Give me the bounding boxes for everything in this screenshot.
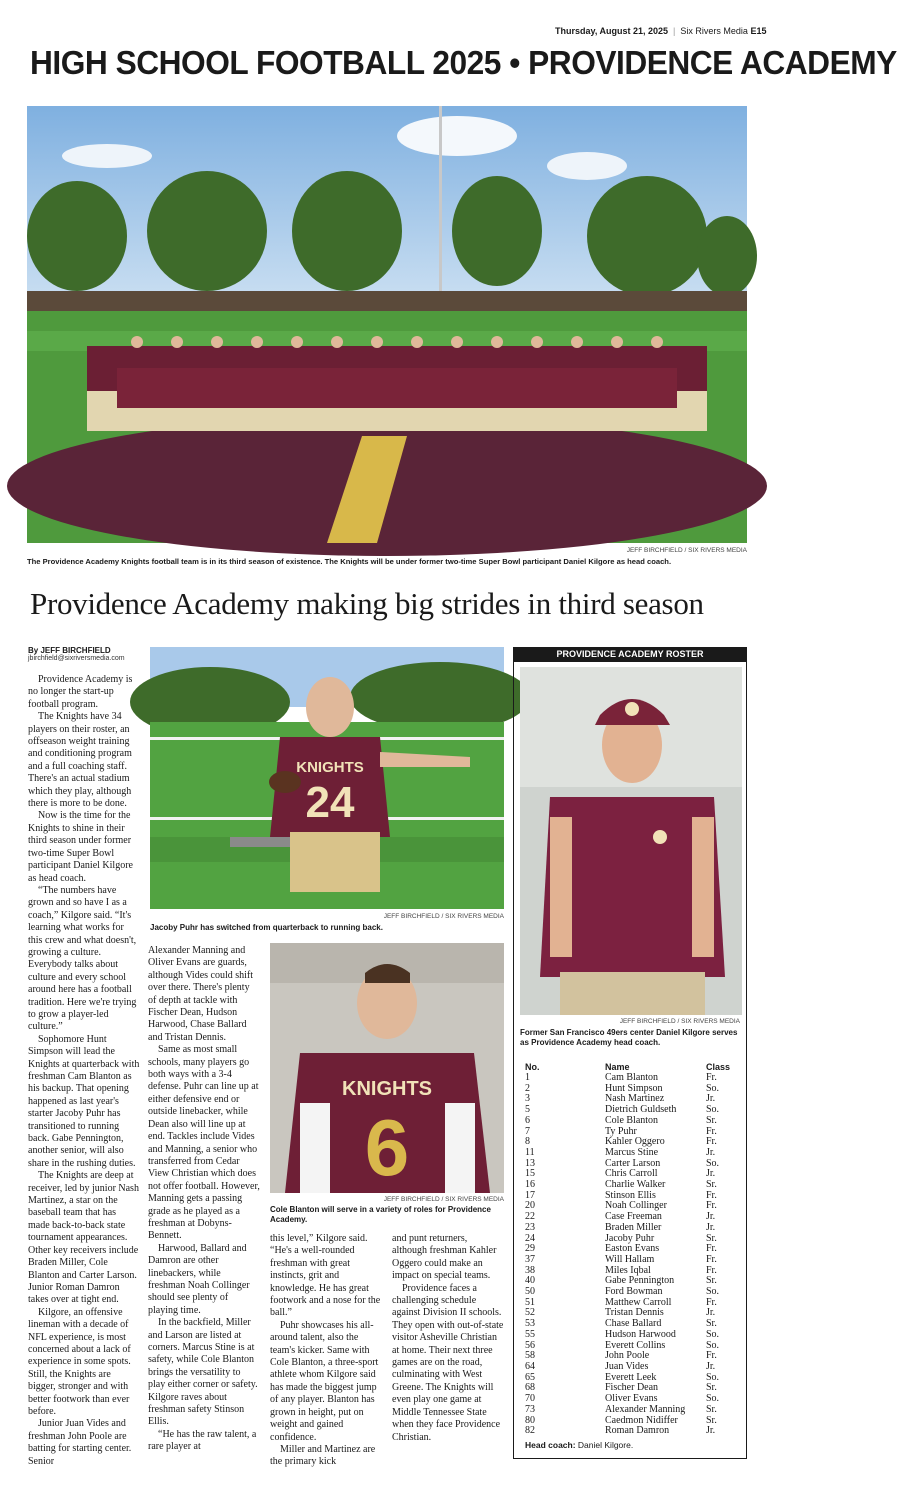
player-name: Cole Blanton bbox=[605, 1114, 659, 1126]
publication-name: Six Rivers Media bbox=[680, 26, 748, 36]
coach-photo bbox=[520, 667, 742, 1015]
player-name: Nash Martinez bbox=[605, 1093, 665, 1105]
team-photo bbox=[27, 106, 747, 543]
player-name: Case Freeman bbox=[605, 1211, 662, 1223]
player-number: 65 bbox=[525, 1371, 535, 1383]
player-class: So. bbox=[706, 1286, 720, 1298]
col-header-class: Class bbox=[706, 1061, 731, 1072]
roster-title: PROVIDENCE ACADEMY ROSTER bbox=[513, 647, 747, 662]
player-name: Dietrich Guldseth bbox=[605, 1104, 677, 1116]
player-class: So. bbox=[706, 1157, 720, 1169]
player-class: Jr. bbox=[706, 1307, 716, 1319]
section-banner: HIGH SCHOOL FOOTBALL 2025 • PROVIDENCE ACADEMY bbox=[30, 44, 897, 81]
col-header-number: No. bbox=[525, 1061, 540, 1072]
player-class: Fr. bbox=[706, 1243, 717, 1255]
player-class: Sr. bbox=[706, 1382, 717, 1394]
player-number: 24 bbox=[525, 1232, 535, 1244]
player-name: Easton Evans bbox=[605, 1243, 660, 1255]
player-class: So. bbox=[706, 1104, 720, 1116]
player-name: Stinson Ellis bbox=[605, 1189, 656, 1201]
player-name: Charlie Walker bbox=[605, 1179, 666, 1191]
player-name: Braden Miller bbox=[605, 1221, 662, 1233]
player-name: Tristan Dennis bbox=[605, 1307, 664, 1319]
player-name: Oliver Evans bbox=[605, 1393, 658, 1405]
paragraph: Junior Juan Vides and freshman John Poole are batting for starting center. Senior bbox=[28, 1418, 132, 1467]
cap-logo-icon bbox=[625, 702, 639, 716]
page-number: E15 bbox=[750, 26, 767, 36]
article-column-1 bbox=[28, 674, 140, 1468]
roster-table-wrap bbox=[525, 1061, 740, 1450]
player-name: Chris Carroll bbox=[605, 1168, 658, 1180]
paragraph: Providence Academy is no longer the start-up football program. bbox=[28, 674, 133, 710]
puhr-jersey-text: KNIGHTS bbox=[296, 759, 364, 776]
roster-row bbox=[525, 1405, 740, 1416]
blanton-photo bbox=[270, 943, 504, 1193]
blanton-jersey-text: KNIGHTS bbox=[342, 1078, 432, 1100]
player-number: 1 bbox=[525, 1072, 530, 1083]
player-class: Jr. bbox=[706, 1211, 716, 1223]
blanton-photo-credit: JEFF BIRCHFIELD / SIX RIVERS MEDIA bbox=[383, 1196, 504, 1203]
player-name: Ty Puhr bbox=[605, 1125, 637, 1137]
player-class: Fr. bbox=[706, 1072, 717, 1083]
player-class: Jr. bbox=[706, 1146, 716, 1158]
player-class: Fr. bbox=[706, 1350, 717, 1362]
player-number: 13 bbox=[525, 1157, 535, 1169]
paragraph: Puhr showcases his all-around talent, also the team's kicker. Same with Cole Blanton, a three-sport athlete whom Kilgore said has made the biggest jump of any player. Blanton has grown in height, put on weight and gained confidence. bbox=[270, 1319, 379, 1443]
player-number: 73 bbox=[525, 1403, 535, 1415]
player-class: Jr. bbox=[706, 1221, 716, 1233]
player-number: 29 bbox=[525, 1243, 535, 1255]
team-photo-credit: JEFF BIRCHFIELD / SIX RIVERS MEDIA bbox=[626, 547, 747, 554]
player-number: 17 bbox=[525, 1189, 535, 1201]
player-class: Fr. bbox=[706, 1253, 717, 1265]
player-class: So. bbox=[706, 1328, 720, 1340]
player-class: So. bbox=[706, 1082, 720, 1094]
player-name: Fischer Dean bbox=[605, 1382, 659, 1394]
team-photo-caption: The Providence Academy Knights football team is in its third season of existence. The Knights will be under former two-time Super Bowl participant Daniel Kilgore as head coach. bbox=[27, 557, 672, 566]
paragraph: Harwood, Ballard and Damron are other linebackers, while freshman Noah Collinger should see plenty of playing time. bbox=[148, 1242, 250, 1316]
player-number: 23 bbox=[525, 1221, 535, 1233]
roster-table bbox=[525, 1061, 740, 1437]
player-name: Juan Vides bbox=[605, 1360, 649, 1372]
player-number: 15 bbox=[525, 1168, 535, 1180]
player-name: Noah Collinger bbox=[605, 1200, 667, 1212]
player-name: Marcus Stine bbox=[605, 1146, 659, 1158]
player-class: Sr. bbox=[706, 1414, 717, 1426]
player-name: Roman Damron bbox=[605, 1425, 670, 1437]
player-class: Fr. bbox=[706, 1200, 717, 1212]
player-class: Sr. bbox=[706, 1318, 717, 1330]
article-column-2 bbox=[148, 945, 260, 1454]
player-number: 6 bbox=[525, 1114, 530, 1126]
paragraph: Alexander Manning and Oliver Evans are guards, although Vides could shift over there. There's plenty of depth at tackle with Fischer Dean, Hudson Harwood, Chase Ballard and Tristan Dennis. bbox=[148, 945, 254, 1043]
player-class: Sr. bbox=[706, 1114, 717, 1126]
article-column-3 bbox=[270, 1233, 382, 1469]
player-number: 8 bbox=[525, 1136, 530, 1148]
player-number: 68 bbox=[525, 1382, 535, 1394]
player-number: 22 bbox=[525, 1211, 535, 1223]
player-name: Kahler Oggero bbox=[605, 1136, 665, 1148]
paragraph: In the backfield, Miller and Larson are listed at corners. Marcus Stine is at safety, while Cole Blanton brings the versatility to play either corner or safety. Kilgore raves about freshman safety Stinson Ellis. bbox=[148, 1317, 258, 1428]
head-coach-label: Head coach: bbox=[525, 1439, 576, 1450]
player-class: Fr. bbox=[706, 1189, 717, 1201]
player-number: 82 bbox=[525, 1425, 535, 1437]
player-name: Will Hallam bbox=[605, 1253, 655, 1265]
player-number: 56 bbox=[525, 1339, 535, 1351]
roster-row bbox=[525, 1116, 740, 1127]
player-class: Sr. bbox=[706, 1179, 717, 1191]
player-name: Jacoby Puhr bbox=[605, 1232, 655, 1244]
player-class: Fr. bbox=[706, 1296, 717, 1308]
puhr-jersey-number: 24 bbox=[305, 778, 355, 827]
player-name: Miles Iqbal bbox=[605, 1264, 651, 1276]
player-name: Matthew Carroll bbox=[605, 1296, 672, 1308]
player-number: 70 bbox=[525, 1393, 535, 1405]
player-number: 37 bbox=[525, 1253, 535, 1265]
shirt-logo-icon bbox=[653, 830, 667, 844]
byline-author: By JEFF BIRCHFIELD bbox=[28, 646, 111, 655]
player-number: 80 bbox=[525, 1414, 535, 1426]
player-number: 52 bbox=[525, 1307, 535, 1319]
player-name: Caedmon Nidiffer bbox=[605, 1414, 678, 1426]
player-class: Sr. bbox=[706, 1232, 717, 1244]
player-number: 20 bbox=[525, 1200, 535, 1212]
player-name: Everett Collins bbox=[605, 1339, 666, 1351]
player-number: 64 bbox=[525, 1360, 535, 1372]
puhr-photo-image bbox=[150, 647, 504, 909]
blanton-jersey-number: 6 bbox=[364, 1103, 410, 1192]
player-name: Hudson Harwood bbox=[605, 1328, 676, 1340]
paragraph: Sophomore Hunt Simpson will lead the Knights at quarterback with freshman Cam Blanton as his backup. That opening happened as last year's starter Jacoby Puhr has transitioned to running back. Gabe Pennington, another senior, will also share in the rushing duties. bbox=[28, 1033, 140, 1169]
player-class: Sr. bbox=[706, 1403, 717, 1415]
col-header-name: Name bbox=[605, 1061, 630, 1072]
player-number: 11 bbox=[525, 1146, 535, 1158]
paragraph: and punt returners, although freshman Kahler Oggero could make an impact on special teams. bbox=[392, 1233, 497, 1282]
head-coach-line bbox=[525, 1440, 740, 1450]
football-icon bbox=[269, 771, 301, 793]
coach-caption: Former San Francisco 49ers center Daniel Kilgore serves as Providence Academy head coach. bbox=[520, 1028, 738, 1047]
puhr-photo-credit: JEFF BIRCHFIELD / SIX RIVERS MEDIA bbox=[383, 913, 504, 920]
player-number: 53 bbox=[525, 1318, 535, 1330]
article-column-4 bbox=[392, 1233, 504, 1444]
player-class: Fr. bbox=[706, 1264, 717, 1276]
article-headline: Providence Academy making big strides in third season bbox=[30, 586, 704, 621]
player-name: Carter Larson bbox=[605, 1157, 661, 1169]
player-name: John Poole bbox=[605, 1350, 650, 1362]
player-class: Fr. bbox=[706, 1125, 717, 1137]
roster-row bbox=[525, 1330, 740, 1341]
player-number: 3 bbox=[525, 1093, 530, 1105]
player-name: Gabe Pennington bbox=[605, 1275, 675, 1287]
paragraph: this level,” Kilgore said. “He's a well-rounded freshman with great instincts, grit and knowledge. He has great footwork and a nose for the ball.” bbox=[270, 1233, 381, 1319]
player-number: 55 bbox=[525, 1328, 535, 1340]
player-class: So. bbox=[706, 1339, 720, 1351]
paragraph: Kilgore, an offensive lineman with a decade of NFL experience, is most concerned about a lack of experience in some spots. Still, the Knights are bigger, stronger and with better footwork than ever before. bbox=[28, 1306, 131, 1417]
blanton-photo-image bbox=[270, 943, 504, 1193]
paragraph: Providence faces a challenging schedule against Division II schools. They open with out-of-state visitor Asheville Christian at home. Their next three games are on the road, culminating with West Greene. The Knights will even play one game at Middle Tennessee State when they face Providence Christian. bbox=[392, 1282, 504, 1443]
paragraph: The Knights have 34 players on their roster, an offseason weight training and conditioning program and a full coaching staff. There's an actual stadium which they play, although there is more to be done. bbox=[28, 711, 132, 810]
player-class: So. bbox=[706, 1371, 720, 1383]
paragraph: Now is the time for the Knights to shine in their third season under former two-time Super Bowl participant Daniel Kilgore as head coach. bbox=[28, 810, 133, 884]
player-class: Jr. bbox=[706, 1093, 716, 1105]
roster-row bbox=[525, 1223, 740, 1234]
player-number: 16 bbox=[525, 1179, 535, 1191]
byline-email: jbirchfield@sixriversmedia.com bbox=[28, 655, 125, 662]
player-number: 40 bbox=[525, 1275, 535, 1287]
player-class: Jr. bbox=[706, 1360, 716, 1372]
player-class: So. bbox=[706, 1393, 720, 1405]
player-class: Sr. bbox=[706, 1275, 717, 1287]
paragraph: Same as most small schools, many players go both ways with a 3-4 defense. Puhr can line up at either defensive end or outside linebacker, while Dean also will line up at end. Tackles include Vides and Manning, a senior who transferred from Cedar View Christian which does not offer football. However, Manning gets a passing grade as he played as a freshman at Dobyns-Bennett. bbox=[148, 1044, 260, 1242]
player-class: Fr. bbox=[706, 1136, 717, 1148]
player-number: 38 bbox=[525, 1264, 535, 1276]
player-class: Jr. bbox=[706, 1168, 716, 1180]
roster-row bbox=[525, 1426, 740, 1437]
player-name: Hunt Simpson bbox=[605, 1082, 663, 1094]
team-photo-image bbox=[27, 106, 747, 543]
coach-photo-image bbox=[520, 667, 742, 1015]
paragraph: The Knights are deep at receiver, led by junior Nash Martinez, a star on the baseball team that has made back-to-back state tournament appearances. Other key receivers include Braden Miller, Cole Blanton and Carter Larson. Junior Roman Damron takes over at tight end. bbox=[28, 1170, 139, 1306]
player-name: Everett Leek bbox=[605, 1371, 657, 1383]
player-number: 7 bbox=[525, 1125, 530, 1137]
paragraph: “The numbers have grown and so have I as a coach,” Kilgore said. “It's learning what works for this crew and what doesn't, growing a culture. Everybody talks about culture and every school around here has a football tradition. Here we're trying to grow a player-led culture.” bbox=[28, 884, 137, 1033]
puhr-photo-caption: Jacoby Puhr has switched from quarterback to running back. bbox=[150, 923, 383, 932]
player-number: 58 bbox=[525, 1350, 535, 1362]
issue-date: Thursday, August 21, 2025 bbox=[555, 26, 669, 36]
paragraph: Miller and Martinez are the primary kick bbox=[270, 1443, 376, 1468]
player-name: Ford Bowman bbox=[605, 1286, 663, 1298]
blanton-photo-caption: Cole Blanton will serve in a variety of roles for Providence Academy. bbox=[270, 1205, 491, 1224]
head-coach-name: Daniel Kilgore. bbox=[577, 1439, 634, 1450]
player-number: 50 bbox=[525, 1286, 535, 1298]
byline bbox=[28, 646, 148, 662]
player-number: 51 bbox=[525, 1296, 535, 1308]
puhr-photo bbox=[150, 647, 504, 909]
paragraph: “He has the raw talent, a rare player at bbox=[148, 1428, 257, 1453]
player-number: 5 bbox=[525, 1104, 530, 1116]
player-number: 2 bbox=[525, 1082, 530, 1094]
player-name: Cam Blanton bbox=[605, 1072, 659, 1083]
player-name: Alexander Manning bbox=[605, 1403, 686, 1415]
page-header: Thursday, August 21, 2025 | Six Rivers Media E15 bbox=[555, 26, 767, 36]
player-name: Chase Ballard bbox=[605, 1318, 662, 1330]
player-class: Jr. bbox=[706, 1425, 716, 1437]
coach-photo-credit: JEFF BIRCHFIELD / SIX RIVERS MEDIA bbox=[619, 1018, 740, 1025]
